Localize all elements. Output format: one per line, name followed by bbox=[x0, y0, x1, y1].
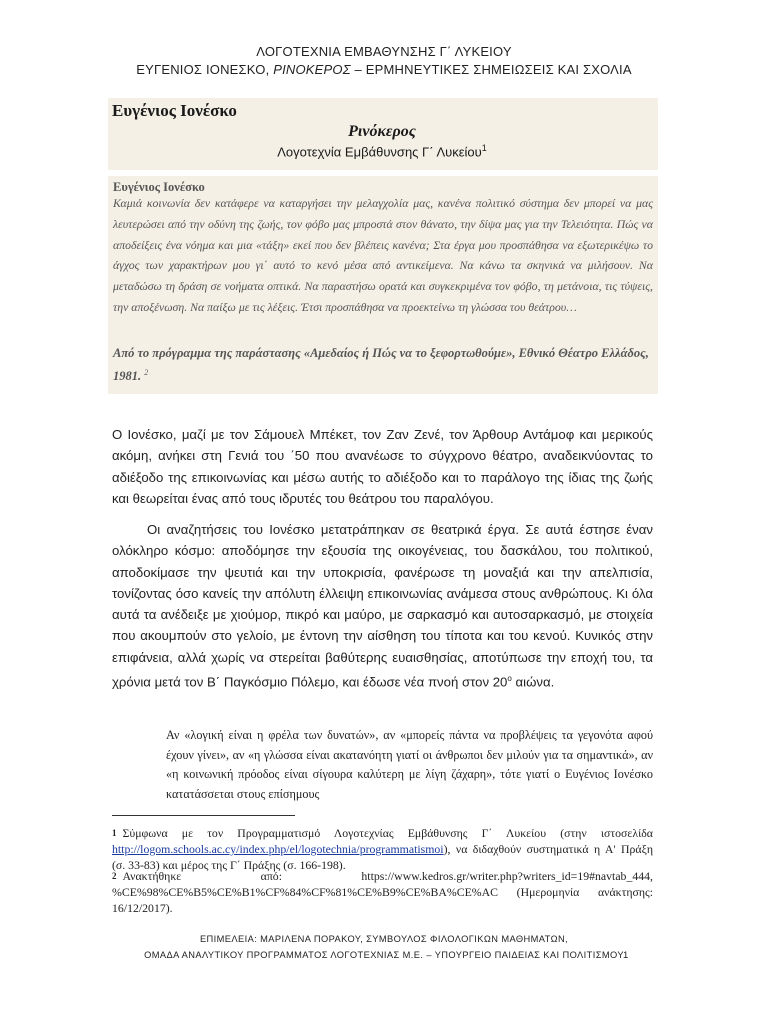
author-heading: Ευγένιος Ιονέσκο bbox=[112, 101, 237, 120]
page-header-course: ΛΟΓΟΤΕΧΝΙΑ ΕΜΒΑΘΥΝΣΗΣ Γ΄ ΛΥΚΕΙΟΥ bbox=[256, 44, 512, 59]
footnote-divider bbox=[112, 815, 295, 816]
subtitle-text: Λογοτεχνία Εμβάθυνσης Γ΄ Λυκείου bbox=[277, 144, 482, 160]
footnote-1-number: 1 bbox=[112, 828, 117, 838]
footnote-2-text: Ανακτήθηκε από: https://www.kedros.gr/writer.php?writers_id=19#navtab_444, %CE%98%CE%B5%CE%B1%CF%84%CF%81%CE%B9%CE%BA%CE%AC (Ημερομηνία ανάκτησης: 16/12/2017). bbox=[112, 869, 653, 915]
play-title: Ρινόκερος bbox=[348, 123, 416, 140]
quote-source-text: Από το πρόγραμμα της παράστασης «Αμεδαίος ή Πώς να το ξεφορτωθούμε», Εθνικό Θέατρο Ελλάδος, 1981. bbox=[113, 346, 649, 384]
footnote-1-link[interactable]: http://logom.schools.ac.cy/index.php/el/logotechnia/programmatismoi bbox=[112, 842, 444, 856]
indented-quote: Αν «λογική είναι η φρέλα των δυνατών», αν «μπορείς πάντα να προβλέψεις τα γεγονότα αφού έχουν γίνει», αν «η γλώσσα είναι ακατανόητη γιατί οι άνθρωποι δεν μιλούν για τα σημαντικά», αν «η κοινωνική πρόοδος είναι σίγουρα καλύτερη με λίγη ζάχαρη», τότε γιατί ο Ευγένιος Ιονέσκο κατατάσσεται στους επίσημους bbox=[166, 728, 653, 801]
quote-heading: Ευγένιος Ιονέσκο bbox=[113, 180, 205, 194]
page-header-subject bbox=[0, 62, 768, 77]
subtitle bbox=[112, 143, 652, 159]
ordinal-superscript: ο bbox=[507, 674, 512, 684]
footnote-ref-2[interactable]: 2 bbox=[144, 368, 149, 377]
footer-editor: ΕΠΙΜΕΛΕΙΑ: ΜΑΡΙΛΕΝΑ ΠΟΡΑΚΟΥ, ΣΥΜΒΟΥΛΟΣ ΦΙΛΟΛΟΓΙΚΩΝ ΜΑΘΗΜΑΤΩΝ, bbox=[199, 934, 569, 944]
header-author: ΕΥΓΕΝΙΟΣ ΙΟΝΕΣΚΟ, bbox=[136, 62, 274, 77]
footnote-2-number: 2 bbox=[112, 871, 117, 881]
footnote-1-text-b: ), να διδαχθούν συστηματικά η Α' Πράξη (σ. 33-83) και μέρος της Γ΄ Πράξης (σ. 166-198). bbox=[112, 842, 653, 872]
body-paragraph-2 bbox=[112, 519, 653, 693]
header-rest: – ΕΡΜΗΝΕΥΤΙΚΕΣ ΣΗΜΕΙΩΣΕΙΣ ΚΑΙ ΣΧΟΛΙΑ bbox=[350, 62, 632, 77]
footnote-2 bbox=[112, 868, 653, 916]
ionesco-quote: Καμιά κοινωνία δεν κατάφερε να καταργήσει την μελαγχολία μας, κανένα πολιτικό σύστημα δεν μπορεί να μας λευτερώσει από την οδύνη της ζωής, τον φόβο μας μπροστά στον θάνατο, την δίψα μας για την Τελειότητα. Πώς να αποδείξεις ένα νόημα και μια «τάξη» εκεί που δεν βλέπεις κανένα; Στα έργα μου προσπάθησα να εξωτερικέψω το άγχος των χαρακτήρων μου γι΄ αυτό το κενό μέσα από αντικείμενα. Να κάνω τα σκηνικά να μιλήσουν. Να μεταδώσω τη δράση σε νοήματα οπτικά. Να παραστήσω ορατά και συγκεκριμένα τον φόβο, τη μετάνοια, τις τύψεις, την αποξένωση. Να παίξω με τις λέξεις. Έτσι προσπάθησα να προεκτείνω τη γλώσσα του θεάτρου… bbox=[113, 196, 653, 314]
footnote-ref-1[interactable]: 1 bbox=[481, 143, 487, 153]
body-paragraph-1: Ο Ιονέσκο, μαζί με τον Σάμουελ Μπέκετ, τον Ζαν Ζενέ, τον Άρθουρ Αντάμοφ και μερικούς ακόμη, ανήκει στη Γενιά του ΄50 που ανανέωσε το σύγχρονο θέατρο, αναδεικνύοντας το αδιέξοδο της επικοινωνίας και μέσω αυτής το αδιέξοδο και το παράλογο της ίδιας της ζωής και θεωρείται ένας από τους ιδρυτές του θεάτρου του παραλόγου. bbox=[112, 427, 653, 506]
header-play: ΡΙΝΟΚΕΡΟΣ bbox=[273, 62, 351, 77]
footnote-1 bbox=[112, 825, 653, 873]
body-paragraph-2-end: αιώνα. bbox=[511, 674, 555, 690]
body-paragraph-2-text: Οι αναζητήσεις του Ιονέσκο μετατράπηκαν σε θεατρικά έργα. Σε αυτά έστησε έναν ολόκληρο κόσμο: αποδόμησε την εξουσία της οικογένειας, του δασκάλου, του πολιτικού, αποδοκίμασε την ψευτιά και την υποκρισία, φανέρωσε τη μοναξιά και την απελπισία, τονίζοντας όσο κανείς την απόλυτη έλλειψη επικοινωνίας ανάμεσα στους ανθρώπους. Κι όλα αυτά τα ανέδειξε με χιούμορ, πικρό και μαύρο, με σαρκασμό και αυτοσαρκασμό, με στοιχεία που ακουμπούν στο γελοίο, με έντονη την αίσθηση του τίποτα και του κενού. Κυνικός στην επιφάνεια, αλλά χωρίς να στερείται βαθύτερης ευαισθησίας, αποτύπωσε την εποχή του, τα χρόνια μετά τον Β΄ Παγκόσμιο Πόλεμο, και έδωσε νέα πνοή στον 20 bbox=[112, 522, 653, 690]
page-number: 1 bbox=[623, 950, 629, 961]
footer-team: ΟΜΑΔΑ ΑΝΑΛΥΤΙΚΟΥ ΠΡΟΓΡΑΜΜΑΤΟΣ ΛΟΓΟΤΕΧΝΙΑΣ Μ.Ε. – ΥΠΟΥΡΓΕΙΟ ΠΑΙΔΕΙΑΣ ΚΑΙ ΠΟΛΙΤΙΣΜΟΥ bbox=[144, 950, 624, 960]
footnote-1-text-a: Σύμφωνα με τον Προγραμματισμό Λογοτεχνίας Εμβάθυνσης Γ΄ Λυκείου (στην ιστοσελίδα bbox=[122, 826, 653, 840]
quote-source bbox=[113, 343, 653, 386]
